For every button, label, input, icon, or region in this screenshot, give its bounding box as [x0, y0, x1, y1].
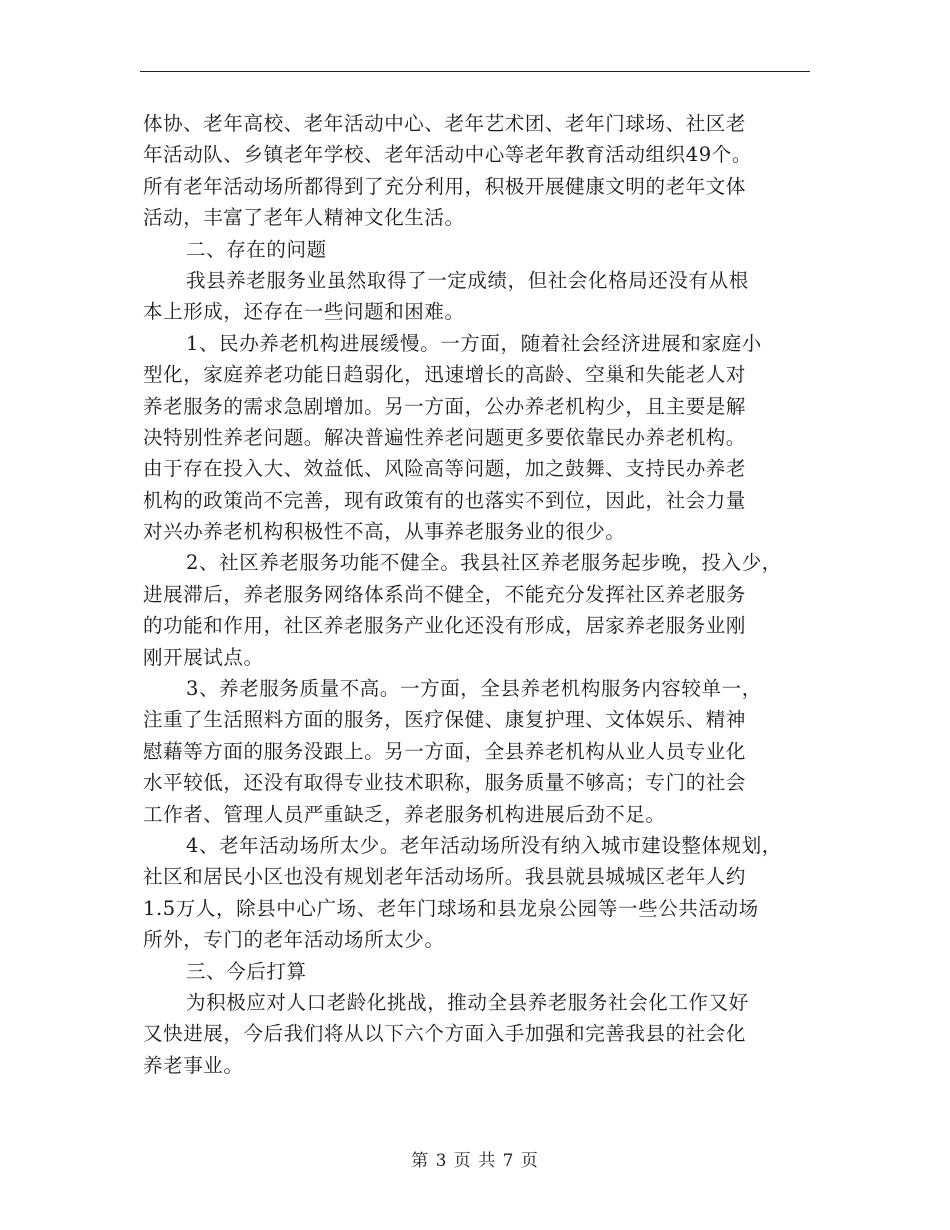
text-line: 进展滞后，养老服务网络体系尚不健全，不能充分发挥社区养老服务: [143, 582, 747, 606]
text-line: 养老服务的需求急剧增加。另一方面，公办养老机构少，且主要是解: [143, 394, 747, 418]
text-line: 水平较低，还没有取得专业技术职称，服务质量不够高；专门的社会: [143, 771, 747, 795]
document-body: [143, 108, 818, 1081]
header-rule: [140, 71, 810, 72]
text-line: 4、老年活动场所太少。老年活动场所没有纳入城市建设整体规划，: [186, 833, 782, 857]
text-line: 社区和居民小区也没有规划老年活动场所。我县就县城城区老年人约: [143, 865, 747, 889]
text-line: 二、存在的问题: [186, 237, 327, 261]
text-line: 体协、老年高校、老年活动中心、老年艺术团、老年门球场、社区老: [143, 112, 747, 135]
text-line: 机构的政策尚不完善，现有政策有的也落实不到位，因此，社会力量: [143, 488, 747, 512]
page-footer: 第 3 页 共 7 页: [411, 1151, 539, 1171]
text-line: 1、民办养老机构进展缓慢。一方面，随着社会经济进展和家庭小: [186, 331, 762, 355]
text-line: 刚开展试点。: [143, 645, 264, 669]
text-line: 本上形成，还存在一些问题和困难。: [143, 300, 465, 324]
text-line: 决特别性养老问题。解决普遍性养老问题更多要依靠民办养老机构。: [143, 425, 747, 449]
text-line: 所外，专门的老年活动场所太少。: [143, 928, 445, 952]
text-line: 的功能和作用，社区养老服务产业化还没有形成，居家养老服务业刚: [143, 614, 747, 638]
text-line: 年活动队、乡镇老年学校、老年活动中心等老年教育活动组织49个。: [143, 143, 752, 167]
text-line: 为积极应对人口老龄化挑战，推动全县养老服务社会化工作又好: [186, 990, 749, 1014]
text-line: 注重了生活照料方面的服务，医疗保健、康复护理、文体娱乐、精神: [143, 708, 747, 732]
text-line: 三、今后打算: [186, 959, 307, 983]
text-line: 型化，家庭养老功能日趋弱化，迅速增长的高龄、空巢和失能老人对: [143, 363, 747, 387]
text-line: 工作者、管理人员严重缺乏，养老服务机构进展后劲不足。: [143, 802, 666, 826]
text-line: 所有老年活动场所都得到了充分利用，积极开展健康文明的老年文体: [143, 174, 747, 198]
text-line: 对兴办养老机构积极性不高，从事养老服务业的很少。: [143, 520, 626, 544]
text-line: 由于存在投入大、效益低、风险高等问题，加之鼓舞、支持民办养老: [143, 457, 747, 481]
text-line: 2、社区养老服务功能不健全。我县社区养老服务起步晚，投入少，: [186, 551, 782, 575]
text-line: 3、养老服务质量不高。一方面，全县养老机构服务内容较单一，: [186, 677, 762, 701]
text-line: 又快进展，今后我们将从以下六个方面入手加强和完善我县的社会化: [143, 1022, 747, 1046]
text-line: 慰藉等方面的服务没跟上。另一方面，全县养老机构从业人员专业化: [143, 739, 747, 763]
text-line: 我县养老服务业虽然取得了一定成绩，但社会化格局还没有从根: [186, 268, 749, 292]
text-line: 1.5万人，除县中心广场、老年门球场和县龙泉公园等一些公共活动场: [143, 896, 759, 920]
text-line: 活动，丰富了老年人精神文化生活。: [143, 206, 465, 230]
text-line: 养老事业。: [143, 1053, 244, 1077]
